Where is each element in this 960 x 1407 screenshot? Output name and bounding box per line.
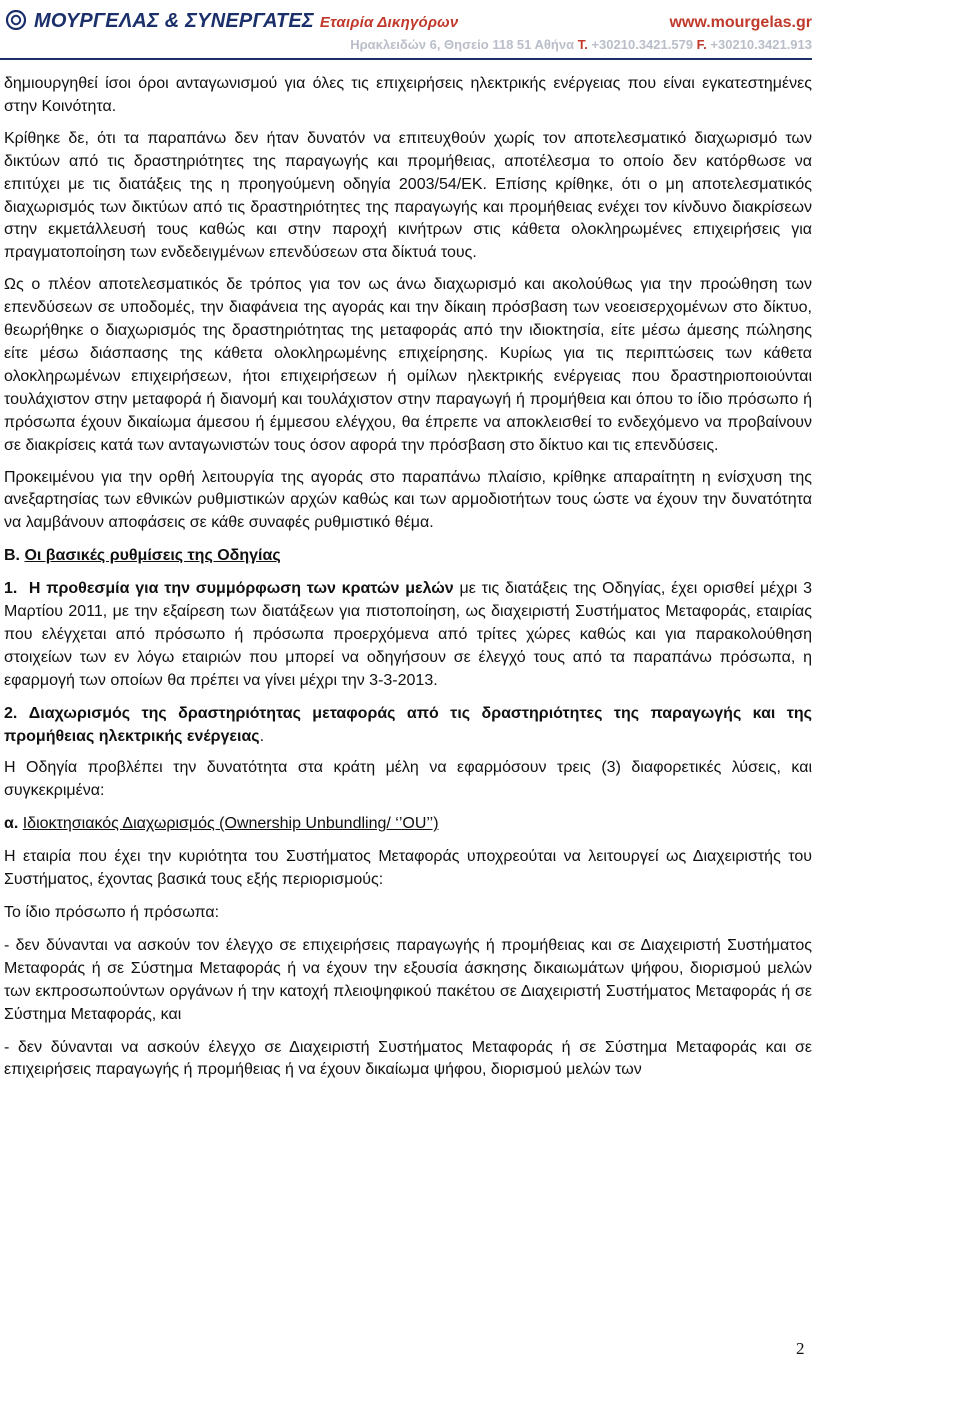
firm-logo-icon [6,10,26,30]
document-body [4,73,812,1082]
firm-brand: ΜΟΥΡΓΕΛΑΣ & ΣΥΝΕΡΓΑΤΕΣ [34,10,314,32]
item-2-heading [4,703,812,749]
item-number: 2. [4,704,18,722]
item-heading-suffix: . [259,727,265,745]
contact-line [350,37,812,52]
website-link[interactable]: www.mourgelas.gr [669,14,812,31]
paragraph: Ως ο πλέον αποτελεσματικός δε τρόπος για τον ως άνω διαχωρισμό και ακολούθως για την προώθηση των επενδύσεων σε υποδομές, την διαφάνεια της αγοράς και την δίκαιη πρόσβαση των νεοεισερχομένων στο δίκτυο, θεωρήθηκε ο διαχωρισμός της δραστηριότητας της μεταφοράς από την ιδιοκτησία, είτε μέσω άμεσης πώλησης είτε μέσω διάσπασης της κάθετα ολοκληρωμένης επιχείρησης. Κυρίως για τις περιπτώσεις των κάθετα ολοκληρωμένων επιχειρήσεων, ήτοι επιχειρήσεων ή ομίλων ηλεκτρικής ενέργειας που δραστηριοποιούνται τουλάχιστον στην μεταφορά ή διανομή και τουλάχιστον στην παραγωγή ή προμήθεια και όπου το ίδιο πρόσωπο ή πρόσωπα έχουν δικαίωμα άμεσου ή έμμεσου ελέγχου, θα έπρεπε να αποκλεισθεί το ενδεχόμενο να προβαίνουν σε διακρίσεις κατά των ανταγωνιστών τους όσον αφορά την πρόσβαση στο δίκτυο και τις επενδύσεις. [4,276,812,454]
header-divider [0,58,812,60]
section-heading [4,545,812,568]
list-item: - δεν δύνανται να ασκούν τον έλεγχο σε επιχειρήσεις παραγωγής ή προμήθειας και σε Διαχειριστή Συστήματος Μεταφοράς ή σε Σύστημα Μεταφοράς ή να έχουν την εξουσία άσκησης δικαιωμάτων ψήφου, διορισμού μελών των εκπροσωπούντων οργάνων ή την κατοχή πλειοψηφικού πακέτου σε Διαχειριστή Συστήματος Μεταφοράς ή σε Σύστημα Μεταφοράς, και [4,936,812,1023]
section-title: Οι βασικές ρυθμίσεις της Οδηγίας [24,547,281,565]
firm-name [34,10,458,33]
fax: +30210.3421.913 [710,37,812,52]
firm-tagline: Εταιρία Δικηγόρων [319,14,459,31]
paragraph: Η εταιρία που έχει την κυριότητα του Συστήματος Μεταφοράς υποχρεούται να λειτουργεί ως Διαχειριστής του Συστήματος, έχοντας βασικά τους εξής περιορισμούς: [4,848,812,889]
paragraph: Η Οδηγία προβλέπει την δυνατότητα στα κράτη μέλη να εφαρμόσουν τρεις (3) διαφορετικές λύσεις, και συγκεκριμένα: [4,759,812,800]
list-item: - δεν δύνανται να ασκούν έλεγχο σε Διαχειριστή Συστήματος Μεταφοράς ή σε Σύστημα Μεταφοράς και σε επιχειρήσεις παραγωγής ή προμήθειας ή να έχουν δικαίωμα ψήφου, διορισμού μελών των [4,1038,812,1079]
address: Ηρακλειδών 6, Θησείο 118 51 Αθήνα [350,37,575,52]
paragraph: Προκειμένου για την ορθή λειτουργία της αγοράς στο παραπάνω πλαίσιο, κρίθηκε απαραίτητη η ενίσχυση της ανεξαρτησίας των εθνικών ρυθμιστικών αρχών καθώς και των αρμοδιοτήτων τους ώστε να έχουν την δυνατότητα να λαμβάνουν αποφάσεις σε κάθε συναφές ρυθμιστικό θέμα. [4,468,812,532]
item-1 [4,578,812,693]
section-letter: Β. [4,547,20,565]
paragraph: Κρίθηκε δε, ότι τα παραπάνω δεν ήταν δυνατόν να επιτευχθούν χωρίς τον αποτελεσματικό διαχωρισμό των δικτύων από τις δραστηριότητες της παραγωγής και προμήθειας, αποτέλεσμα το οποίο δεν κατόρθωσε να επιτύχει με τις διατάξεις της η προηγούμενη οδηγία 2003/54/ΕΚ. Επίσης κρίθηκε, ότι ο μη αποτελεσματικός διαχωρισμός των δικτύων από τις δραστηριότητες της παραγωγής και προμήθειας ενέχει τον κίνδυνο διακρίσεων στην εκμετάλλευσή τους καθώς και στην παροχή κινήτρων στις κάθετα ολοκληρωμένες επιχειρήσεις για πραγματοποίηση των ενδεδειγμένων επενδύσεων στα δίκτυά τους. [4,129,812,262]
item-text: με τις διατάξεις της Οδηγίας, έχει ορισθεί μέχρι 3 Μαρτίου 2011, με την εξαίρεση των διατάξεων για πιστοποίηση, ως διαχειριστή Συστήματος Μεταφοράς, εταιρίας που ελέγχεται από πρόσωπο ή πρόσωπα προερχόμενα από τρίτες χώρες καθώς και για παρακολούθηση στοιχείων των εν λόγω εταιριών που μπορεί να οδηγήσουν σε έλεγχό τους από τα παραπάνω πρόσωπα, η εφαρμογή των οποίων θα πρέπει να γίνει μέχρι την 3-3-2013. [4,580,813,689]
item-a-heading [4,813,812,836]
phone: +30210.3421.579 [591,37,694,52]
item-heading: Η προθεσμία για την συμμόρφωση των κρατών μελών [28,580,454,598]
item-title: Ιδιοκτησιακός Διαχωρισμός (Ownership Unbundling/ ‘’OU’’) [22,815,439,833]
item-number: 1. [4,580,18,598]
item-heading: Διαχωρισμός της δραστηριότητας μεταφοράς από τις δραστηριότητες της παραγωγής και της προμήθειας ηλεκτρικής ενέργειας [4,704,813,745]
phone-label: Τ. [577,37,588,52]
page-header [0,0,960,60]
paragraph: δημιουργηθεί ίσοι όροι ανταγωνισμού για όλες τις επιχειρήσεις ηλεκτρικής ενέργειας που είναι εγκατεστημένες στην Κοινότητα. [4,75,812,115]
fax-label: F. [696,37,707,52]
page-number: 2 [796,1339,805,1358]
item-letter: α. [4,815,19,833]
paragraph: Το ίδιο πρόσωπο ή πρόσωπα: [4,904,220,921]
